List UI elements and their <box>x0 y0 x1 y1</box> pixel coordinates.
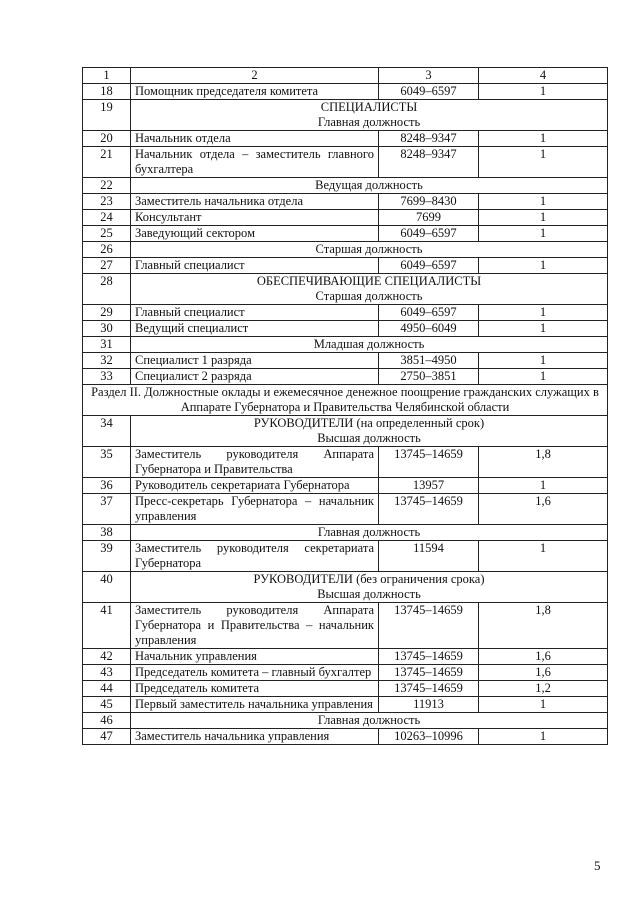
row-number-cell: 39 <box>83 541 131 572</box>
row-number-cell: 45 <box>83 697 131 713</box>
position-name-cell: Заместитель руководителя секретариата Губернатора <box>131 541 379 572</box>
bonus-coefficient-cell: 1 <box>479 305 608 321</box>
group-row <box>83 337 608 353</box>
position-name-cell: Председатель комитета – главный бухгалтер <box>131 665 379 681</box>
table-row <box>83 369 608 385</box>
bonus-coefficient-cell: 1 <box>479 258 608 274</box>
group-heading-cell <box>131 274 608 305</box>
salary-range-cell: 13745–14659 <box>379 494 479 525</box>
salary-range-cell: 7699 <box>379 210 479 226</box>
table-row <box>83 226 608 242</box>
group-row <box>83 416 608 447</box>
group-row <box>83 274 608 305</box>
section-row <box>83 385 608 416</box>
bonus-coefficient-cell: 1,6 <box>479 649 608 665</box>
position-name-cell: Заместитель руководителя Аппарата Губернатора и Правительства <box>131 447 379 478</box>
rank-heading: Высшая должность <box>317 431 421 445</box>
salary-range-cell: 8248–9347 <box>379 131 479 147</box>
table-row <box>83 603 608 649</box>
table-row <box>83 194 608 210</box>
salary-range-cell: 6049–6597 <box>379 84 479 100</box>
page-number: 5 <box>594 858 601 873</box>
rank-heading: Главная должность <box>317 525 421 539</box>
position-name-cell: Начальник отдела – заместитель главного бухгалтера <box>131 147 379 178</box>
group-heading-cell <box>131 572 608 603</box>
position-name-cell: Специалист 1 разряда <box>131 353 379 369</box>
bonus-coefficient-cell: 1 <box>479 226 608 242</box>
bonus-coefficient-cell: 1 <box>479 697 608 713</box>
row-number-cell: 40 <box>83 572 131 603</box>
bonus-coefficient-cell: 1,6 <box>479 494 608 525</box>
table-row <box>83 353 608 369</box>
salary-range-cell: 7699–8430 <box>379 194 479 210</box>
salary-range-cell: 6049–6597 <box>379 226 479 242</box>
salary-range-cell: 3851–4950 <box>379 353 479 369</box>
salary-range-cell: 8248–9347 <box>379 147 479 178</box>
row-number-cell: 28 <box>83 274 131 305</box>
section-title: Раздел II. Должностные оклады и ежемесячное денежное поощрение гражданских служащих в Аппарате Губернатора и Правительства Челябинской области <box>83 385 608 416</box>
position-name-cell: Заместитель начальника отдела <box>131 194 379 210</box>
salary-table <box>82 67 608 745</box>
row-number-cell: 26 <box>83 242 131 258</box>
category-heading: РУКОВОДИТЕЛИ (без ограничения срока) <box>253 572 485 586</box>
row-number-cell: 37 <box>83 494 131 525</box>
salary-range-cell: 13745–14659 <box>379 649 479 665</box>
salary-range-cell: 4950–6049 <box>379 321 479 337</box>
position-name-cell: Заместитель руководителя Аппарата Губернатора и Правительства – начальник управления <box>131 603 379 649</box>
row-number-cell: 35 <box>83 447 131 478</box>
header-col-1: 1 <box>83 68 131 84</box>
bonus-coefficient-cell: 1,8 <box>479 603 608 649</box>
bonus-coefficient-cell: 1 <box>479 210 608 226</box>
row-number-cell: 44 <box>83 681 131 697</box>
position-name-cell: Специалист 2 разряда <box>131 369 379 385</box>
salary-range-cell: 2750–3851 <box>379 369 479 385</box>
group-row <box>83 242 608 258</box>
position-name-cell: Ведущий специалист <box>131 321 379 337</box>
header-col-2: 2 <box>131 68 379 84</box>
bonus-coefficient-cell: 1,2 <box>479 681 608 697</box>
row-number-cell: 31 <box>83 337 131 353</box>
bonus-coefficient-cell: 1 <box>479 321 608 337</box>
row-number-cell: 33 <box>83 369 131 385</box>
row-number-cell: 41 <box>83 603 131 649</box>
position-name-cell: Председатель комитета <box>131 681 379 697</box>
salary-table-body <box>83 68 608 745</box>
salary-range-cell: 6049–6597 <box>379 305 479 321</box>
group-row <box>83 100 608 131</box>
row-number-cell: 21 <box>83 147 131 178</box>
salary-range-cell: 13745–14659 <box>379 603 479 649</box>
group-heading-cell <box>131 242 608 258</box>
bonus-coefficient-cell: 1,6 <box>479 665 608 681</box>
salary-range-cell: 11913 <box>379 697 479 713</box>
rank-heading: Старшая должность <box>315 289 423 303</box>
group-heading-cell <box>131 525 608 541</box>
bonus-coefficient-cell: 1 <box>479 84 608 100</box>
bonus-coefficient-cell: 1 <box>479 147 608 178</box>
category-heading: РУКОВОДИТЕЛИ (на определенный срок) <box>253 416 485 430</box>
table-row <box>83 681 608 697</box>
salary-range-cell: 10263–10996 <box>379 729 479 745</box>
group-row <box>83 713 608 729</box>
table-row <box>83 305 608 321</box>
row-number-cell: 22 <box>83 178 131 194</box>
bonus-coefficient-cell: 1,8 <box>479 447 608 478</box>
row-number-cell: 30 <box>83 321 131 337</box>
table-row <box>83 541 608 572</box>
rank-heading: Главная должность <box>317 713 421 727</box>
row-number-cell: 32 <box>83 353 131 369</box>
row-number-cell: 36 <box>83 478 131 494</box>
row-number-cell: 24 <box>83 210 131 226</box>
row-number-cell: 25 <box>83 226 131 242</box>
bonus-coefficient-cell: 1 <box>479 131 608 147</box>
table-row <box>83 494 608 525</box>
table-row <box>83 258 608 274</box>
row-number-cell: 34 <box>83 416 131 447</box>
row-number-cell: 43 <box>83 665 131 681</box>
row-number-cell: 29 <box>83 305 131 321</box>
table-row <box>83 649 608 665</box>
row-number-cell: 19 <box>83 100 131 131</box>
rank-heading: Ведущая должность <box>315 178 423 192</box>
position-name-cell: Пресс-секретарь Губернатора – начальник управления <box>131 494 379 525</box>
salary-range-cell: 11594 <box>379 541 479 572</box>
position-name-cell: Заместитель начальника управления <box>131 729 379 745</box>
row-number-cell: 42 <box>83 649 131 665</box>
table-row <box>83 131 608 147</box>
group-row <box>83 525 608 541</box>
header-col-4: 4 <box>479 68 608 84</box>
group-heading-cell <box>131 713 608 729</box>
group-heading-cell <box>131 337 608 353</box>
rank-heading: Старшая должность <box>315 242 423 256</box>
category-heading: ОБЕСПЕЧИВАЮЩИЕ СПЕЦИАЛИСТЫ <box>256 274 482 288</box>
table-row <box>83 147 608 178</box>
position-name-cell: Первый заместитель начальника управления <box>131 697 379 713</box>
salary-range-cell: 13745–14659 <box>379 447 479 478</box>
category-heading: СПЕЦИАЛИСТЫ <box>320 100 418 114</box>
table-row <box>83 84 608 100</box>
table-row <box>83 665 608 681</box>
salary-range-cell: 13957 <box>379 478 479 494</box>
position-name-cell: Главный специалист <box>131 258 379 274</box>
rank-heading: Главная должность <box>317 115 421 129</box>
table-row <box>83 697 608 713</box>
table-row <box>83 321 608 337</box>
table-row <box>83 447 608 478</box>
position-name-cell: Заведующий сектором <box>131 226 379 242</box>
group-row <box>83 178 608 194</box>
table-row <box>83 210 608 226</box>
group-heading-cell <box>131 416 608 447</box>
position-name-cell: Начальник управления <box>131 649 379 665</box>
group-row <box>83 572 608 603</box>
position-name-cell: Консультант <box>131 210 379 226</box>
position-name-cell: Помощник председателя комитета <box>131 84 379 100</box>
group-heading-cell <box>131 178 608 194</box>
bonus-coefficient-cell: 1 <box>479 369 608 385</box>
bonus-coefficient-cell: 1 <box>479 729 608 745</box>
row-number-cell: 38 <box>83 525 131 541</box>
bonus-coefficient-cell: 1 <box>479 478 608 494</box>
rank-heading: Младшая должность <box>313 337 425 351</box>
position-name-cell: Главный специалист <box>131 305 379 321</box>
rank-heading: Высшая должность <box>317 587 421 601</box>
bonus-coefficient-cell: 1 <box>479 541 608 572</box>
salary-range-cell: 13745–14659 <box>379 665 479 681</box>
row-number-cell: 18 <box>83 84 131 100</box>
row-number-cell: 27 <box>83 258 131 274</box>
header-col-3: 3 <box>379 68 479 84</box>
table-header-row <box>83 68 608 84</box>
row-number-cell: 23 <box>83 194 131 210</box>
row-number-cell: 46 <box>83 713 131 729</box>
bonus-coefficient-cell: 1 <box>479 353 608 369</box>
row-number-cell: 20 <box>83 131 131 147</box>
position-name-cell: Руководитель секретариата Губернатора <box>131 478 379 494</box>
row-number-cell: 47 <box>83 729 131 745</box>
position-name-cell: Начальник отдела <box>131 131 379 147</box>
table-row <box>83 478 608 494</box>
group-heading-cell <box>131 100 608 131</box>
salary-range-cell: 6049–6597 <box>379 258 479 274</box>
bonus-coefficient-cell: 1 <box>479 194 608 210</box>
salary-range-cell: 13745–14659 <box>379 681 479 697</box>
table-row <box>83 729 608 745</box>
